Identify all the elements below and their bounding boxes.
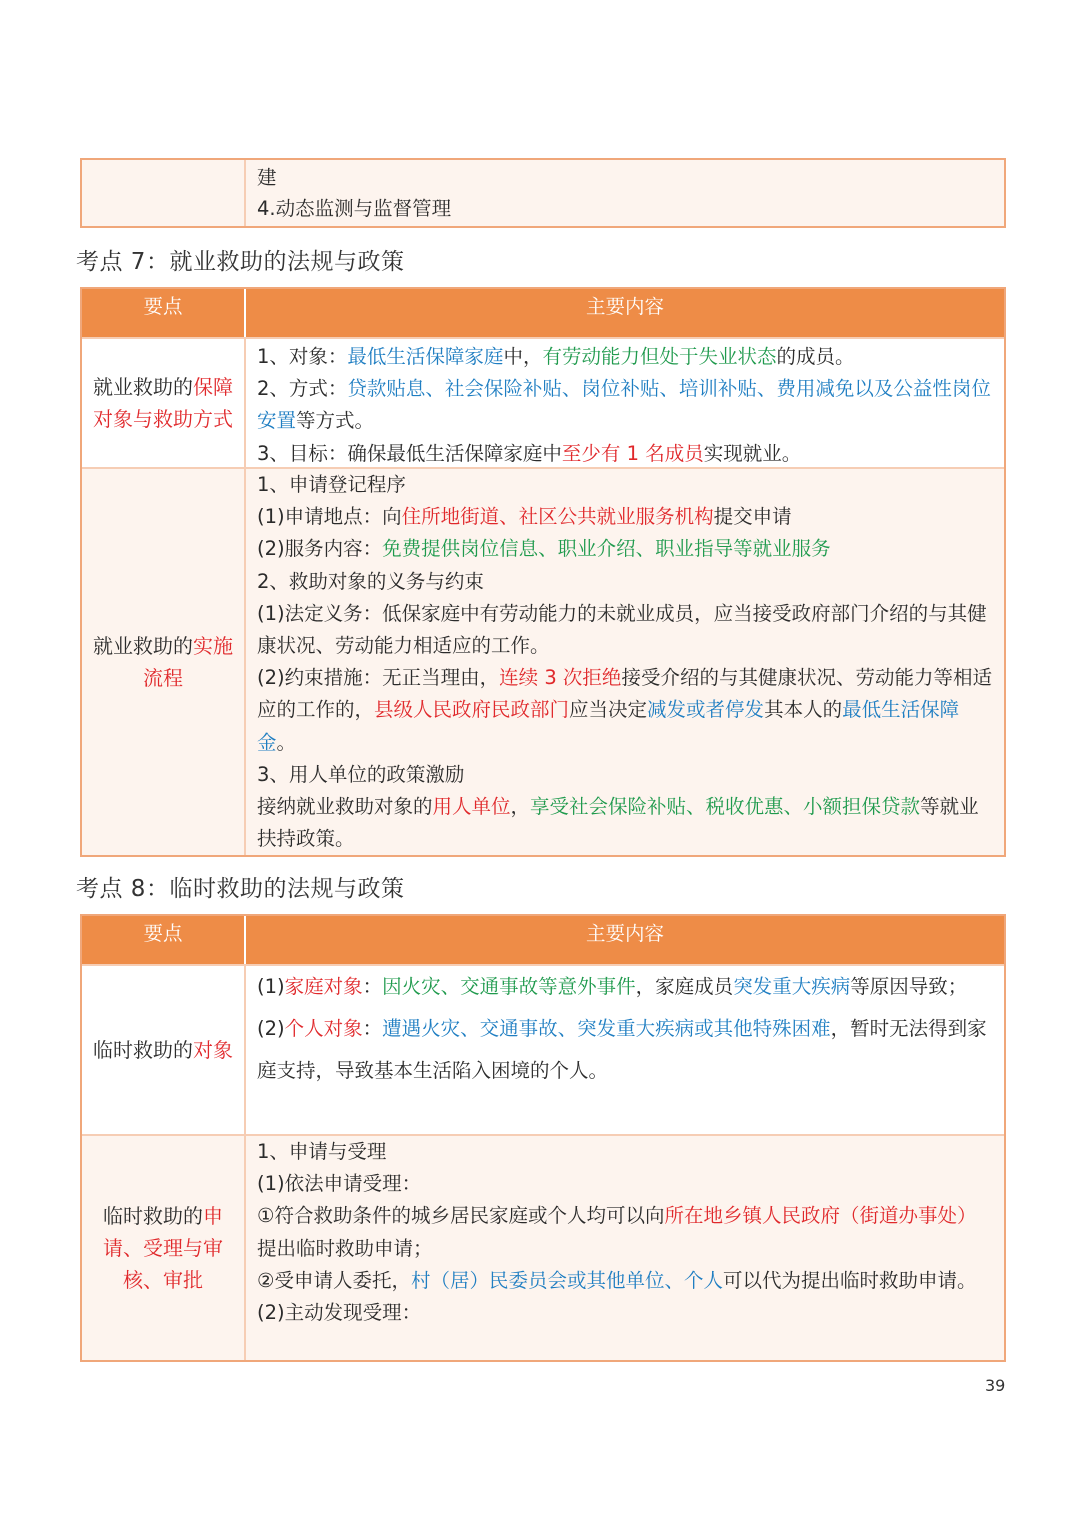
content-line: 2、方式：贷款贴息、社会保险补贴、岗位补贴、培训补贴、费用减免以及公益性岗位安置等方式。 [257, 377, 991, 433]
key-text: 临时救助的 [103, 1204, 203, 1228]
table-header [82, 916, 1004, 964]
table-header [82, 289, 1004, 337]
key-text: 就业救助的 [93, 634, 193, 658]
table-row [82, 1134, 1004, 1360]
content-line: 2、救助对象的义务与约束 [257, 569, 484, 593]
content-line: (2)服务内容：免费提供岗位信息、职业介绍、职业指导等就业服务 [257, 537, 831, 561]
row-content [246, 1136, 1004, 1360]
key-text: 临时救助的 [93, 1038, 193, 1062]
content-line: (1)申请地点：向住所地街道、社区公共就业服务机构提交申请 [257, 505, 792, 529]
continued-content-cell [246, 160, 1004, 226]
row-content [246, 469, 1004, 855]
row-content [246, 966, 1004, 1134]
section-7-table [80, 287, 1006, 857]
header-key: 要点 [82, 916, 246, 964]
row-key [82, 1136, 246, 1360]
continued-line: 4.动态监测与监督管理 [257, 197, 452, 220]
content-line: 1、申请登记程序 [257, 473, 406, 496]
continued-row [82, 160, 1004, 226]
header-key: 要点 [82, 289, 246, 337]
key-highlight: 申请、受理与审核、审批 [103, 1204, 223, 1292]
key-highlight: 实施流程 [143, 634, 233, 690]
key-highlight: 保障对象与救助方式 [93, 375, 233, 431]
content-line: 3、目标：确保最低生活保障家庭中至少有 1 名成员实现就业。 [257, 441, 802, 465]
content-line: (1)依法申请受理： [257, 1172, 422, 1196]
content-line: 接纳就业救助对象的用人单位，享受社会保险补贴、税收优惠、小额担保贷款等就业扶持政策。 [257, 795, 979, 851]
content-line: (2)主动发现受理： [257, 1301, 422, 1325]
content-line: (2)约束措施：无正当理由，连续 3 次拒绝接受介绍的与其健康状况、劳动能力等相适应的工作的，县级人民政府民政部门应当决定减发或者停发其本人的最低生活保障金。 [257, 666, 992, 754]
content-line: (1)法定义务：低保家庭中有劳动能力的未就业成员，应当接受政府部门介绍的与其健康状况、劳动能力相适应的工作。 [257, 601, 987, 658]
content-line: 3、用人单位的政策激励 [257, 762, 465, 786]
content-line: ②受申请人委托，村（居）民委员会或其他单位、个人可以代为提出临时救助申请。 [257, 1268, 977, 1292]
content-line: ①符合救助条件的城乡居民家庭或个人均可以向所在地乡镇人民政府（街道办事处）提出临时救助申请； [257, 1204, 977, 1260]
content-line: 1、对象：最低生活保障家庭中，有劳动能力但处于失业状态的成员。 [257, 345, 855, 368]
key-highlight: 对象 [193, 1038, 233, 1062]
continued-line: 建 [257, 166, 277, 189]
row-key [82, 966, 246, 1134]
row-key [82, 469, 246, 855]
content-line: 1、申请与受理 [257, 1140, 387, 1163]
header-content: 主要内容 [585, 295, 664, 318]
table-row [82, 337, 1004, 467]
section-7-title: 考点 7：就业救助的法规与政策 [76, 249, 405, 275]
table-row [82, 964, 1004, 1134]
content-line: (1)家庭对象：因火灾、交通事故等意外事件，家庭成员突发重大疾病等原因导致； [257, 975, 968, 998]
row-key [82, 339, 246, 467]
key-text: 就业救助的 [93, 375, 193, 399]
content-line: (2)个人对象：遭遇火灾、交通事故、突发重大疾病或其他特殊困难，暂时无法得到家庭支持，导致基本生活陷入困境的个人。 [257, 1017, 987, 1082]
page-number: 39 [985, 1376, 1006, 1395]
table-row [82, 467, 1004, 855]
header-content: 主要内容 [585, 922, 664, 945]
row-content [246, 339, 1004, 467]
section-8-title: 考点 8：临时救助的法规与政策 [76, 876, 405, 902]
continued-key-cell [82, 160, 246, 226]
section-8-table [80, 914, 1006, 1362]
continued-table [80, 158, 1006, 228]
